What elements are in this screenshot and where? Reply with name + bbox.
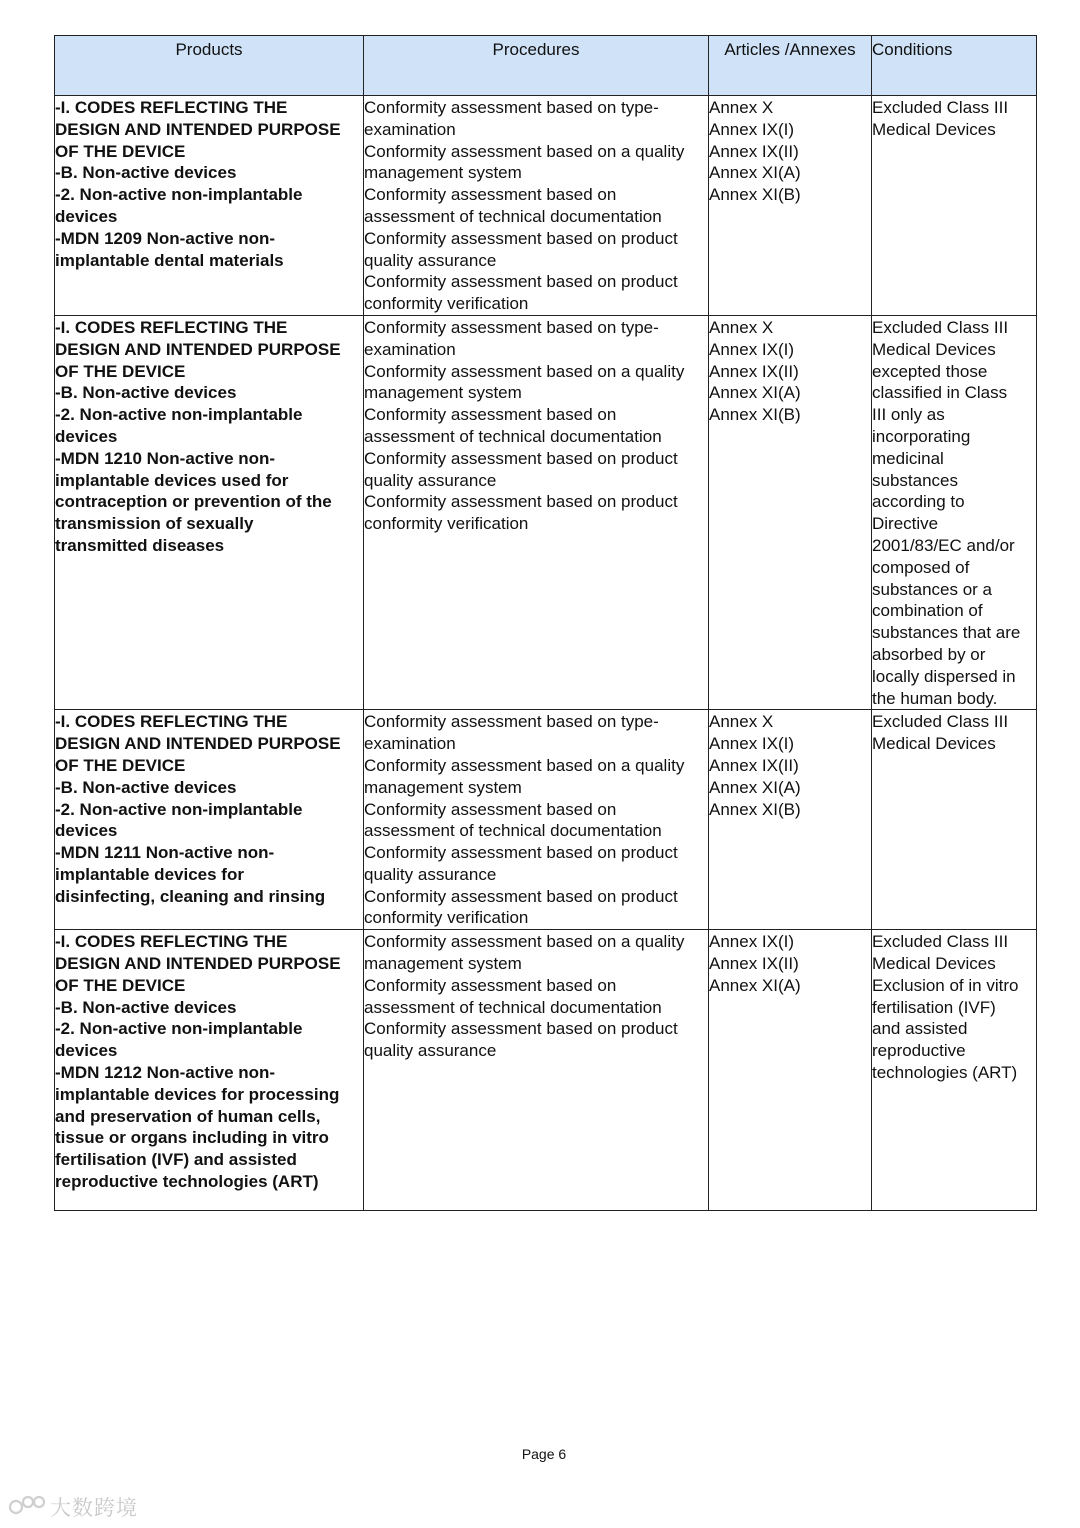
- conditions-line: Excluded Class III: [872, 712, 1009, 732]
- conditions-line: according to: [872, 492, 965, 512]
- procedures-line: Conformity assessment based on: [364, 185, 617, 205]
- procedures-cell: [364, 930, 709, 1211]
- conditions-line: locally dispersed in: [872, 666, 1016, 686]
- conditions-line: substances or a: [872, 579, 993, 599]
- procedures-line: quality assurance: [364, 470, 497, 490]
- procedures-line: Conformity assessment based on product: [364, 272, 678, 292]
- products-line: devices: [55, 821, 118, 841]
- articles-line: Annex IX(I): [709, 119, 795, 139]
- table-row: [55, 710, 1037, 930]
- products-cell: [55, 96, 364, 316]
- articles-line: Annex IX(I): [709, 734, 795, 754]
- procedures-line: Conformity assessment based on type-: [364, 712, 659, 732]
- conditions-line: absorbed by or: [872, 644, 986, 664]
- conditions-line: III only as: [872, 405, 945, 425]
- products-cell: [55, 930, 364, 1211]
- procedures-cell: [364, 96, 709, 316]
- products-line: -I. CODES REFLECTING THE: [55, 932, 288, 952]
- articles-line: Annex IX(II): [709, 954, 799, 974]
- articles-line: Annex X: [709, 712, 774, 732]
- conditions-line: composed of: [872, 557, 970, 577]
- procedures-line: assessment of technical documentation: [364, 821, 662, 841]
- procedures-line: Conformity assessment based on a quality: [364, 755, 685, 775]
- conditions-line: Medical Devices: [872, 734, 996, 754]
- conditions-cell: [872, 96, 1037, 316]
- articles-cell: [709, 96, 872, 316]
- conditions-line: and assisted: [872, 1019, 968, 1039]
- products-cell: [55, 710, 364, 930]
- conditions-line: Medical Devices: [872, 119, 996, 139]
- articles-line: Annex XI(A): [709, 163, 801, 183]
- procedures-line: conformity verification: [364, 514, 529, 534]
- products-line: -MDN 1210 Non-active non-: [55, 448, 276, 468]
- procedures-line: Conformity assessment based on type-: [364, 98, 659, 117]
- conditions-line: Excluded Class III: [872, 98, 1009, 117]
- procedures-line: Conformity assessment based on: [364, 975, 617, 995]
- products-line: -B. Non-active devices: [55, 383, 237, 403]
- articles-line: Annex X: [709, 317, 774, 337]
- procedures-line: conformity verification: [364, 294, 529, 314]
- articles-line: Annex XI(A): [709, 383, 801, 403]
- conditions-line: Medical Devices: [872, 339, 996, 359]
- procedures-line: examination: [364, 119, 456, 139]
- products-line: -2. Non-active non-implantable: [55, 799, 303, 819]
- products-line: OF THE DEVICE: [55, 755, 186, 775]
- page-number: Page 6: [521, 1446, 567, 1462]
- products-line: devices: [55, 426, 118, 446]
- procedures-line: Conformity assessment based on: [364, 799, 617, 819]
- procedures-line: Conformity assessment based on product: [364, 1019, 678, 1039]
- watermark-text: 大数跨境: [50, 1497, 138, 1520]
- articles-line: Annex XI(A): [709, 777, 801, 797]
- products-line: OF THE DEVICE: [55, 141, 186, 161]
- products-line: implantable devices for processing: [55, 1084, 340, 1104]
- procedures-line: Conformity assessment based on product: [364, 228, 678, 248]
- procedures-line: Conformity assessment based on product: [364, 886, 678, 906]
- table-row: [55, 315, 1037, 709]
- conditions-line: substances: [872, 470, 958, 490]
- procedures-line: quality assurance: [364, 250, 497, 270]
- watermark: [8, 1492, 138, 1525]
- procedures-line: management system: [364, 777, 522, 797]
- conditions-line: technologies (ART): [872, 1063, 1018, 1083]
- products-line: tissue or organs including in vitro: [55, 1128, 329, 1148]
- articles-line: Annex IX(II): [709, 755, 799, 775]
- table-row: [55, 96, 1037, 316]
- procedures-line: examination: [364, 339, 456, 359]
- products-line: and preservation of human cells,: [55, 1106, 321, 1126]
- conditions-line: incorporating: [872, 426, 971, 446]
- products-line: implantable devices used for: [55, 470, 289, 490]
- products-line: -I. CODES REFLECTING THE: [55, 712, 288, 732]
- products-line: -MDN 1209 Non-active non-: [55, 228, 276, 248]
- articles-line: Annex XI(B): [709, 185, 801, 205]
- procedures-line: conformity verification: [364, 908, 529, 928]
- products-line: DESIGN AND INTENDED PURPOSE: [55, 119, 341, 139]
- products-line: contraception or prevention of the: [55, 492, 332, 512]
- conditions-cell: [872, 930, 1037, 1211]
- conditions-line: Excluded Class III: [872, 317, 1009, 337]
- products-line: -2. Non-active non-implantable: [55, 185, 303, 205]
- articles-line: Annex IX(II): [709, 361, 799, 381]
- articles-cell: [709, 710, 872, 930]
- articles-cell: [709, 930, 872, 1211]
- procedures-line: Conformity assessment based on: [364, 405, 617, 425]
- products-line: fertilisation (IVF) and assisted: [55, 1150, 297, 1170]
- products-line: DESIGN AND INTENDED PURPOSE: [55, 339, 341, 359]
- header-procedures: Procedures: [364, 36, 709, 96]
- conditions-line: medicinal: [872, 448, 944, 468]
- conditions-line: substances that are: [872, 623, 1021, 643]
- products-line: devices: [55, 1041, 118, 1061]
- products-line: OF THE DEVICE: [55, 361, 186, 381]
- products-line: implantable dental materials: [55, 250, 284, 270]
- products-line: devices: [55, 206, 118, 226]
- procedures-line: assessment of technical documentation: [364, 206, 662, 226]
- conditions-line: combination of: [872, 601, 983, 621]
- procedures-cell: [364, 315, 709, 709]
- products-line: -B. Non-active devices: [55, 777, 237, 797]
- products-line: -MDN 1212 Non-active non-: [55, 1063, 276, 1083]
- conditions-line: 2001/83/EC and/or: [872, 535, 1015, 555]
- procedures-line: Conformity assessment based on a quality: [364, 141, 685, 161]
- products-line: transmitted diseases: [55, 535, 225, 555]
- articles-line: Annex IX(II): [709, 141, 799, 161]
- procedures-line: Conformity assessment based on a quality: [364, 932, 685, 952]
- procedures-line: Conformity assessment based on product: [364, 492, 678, 512]
- conditions-line: fertilisation (IVF): [872, 997, 996, 1017]
- conditions-cell: [872, 710, 1037, 930]
- conditions-line: excepted those: [872, 361, 988, 381]
- products-cell: [55, 315, 364, 709]
- brand-logo-icon: [8, 1493, 48, 1525]
- procedures-line: Conformity assessment based on type-: [364, 317, 659, 337]
- procedures-line: quality assurance: [364, 1041, 497, 1061]
- products-line: -2. Non-active non-implantable: [55, 1019, 303, 1039]
- products-line: -2. Non-active non-implantable: [55, 405, 303, 425]
- annex-table: [54, 35, 1037, 1211]
- conditions-line: Directive: [872, 514, 939, 534]
- procedures-line: Conformity assessment based on a quality: [364, 361, 685, 381]
- products-line: -B. Non-active devices: [55, 997, 237, 1017]
- table-body: [55, 96, 1037, 1211]
- products-line: -I. CODES REFLECTING THE: [55, 98, 288, 117]
- procedures-line: management system: [364, 163, 522, 183]
- products-line: -MDN 1211 Non-active non-: [55, 843, 275, 863]
- articles-line: Annex IX(I): [709, 932, 795, 952]
- products-line: -B. Non-active devices: [55, 163, 237, 183]
- products-line: implantable devices for: [55, 864, 244, 884]
- articles-line: Annex IX(I): [709, 339, 795, 359]
- procedures-cell: [364, 710, 709, 930]
- conditions-line: Excluded Class III: [872, 932, 1009, 952]
- procedures-line: assessment of technical documentation: [364, 997, 662, 1017]
- products-line: reproductive technologies (ART): [55, 1172, 319, 1192]
- procedures-line: Conformity assessment based on product: [364, 448, 678, 468]
- articles-cell: [709, 315, 872, 709]
- products-line: disinfecting, cleaning and rinsing: [55, 886, 326, 906]
- products-line: OF THE DEVICE: [55, 975, 186, 995]
- articles-line: Annex XI(A): [709, 975, 801, 995]
- header-products: Products: [55, 36, 364, 96]
- procedures-line: examination: [364, 734, 456, 754]
- procedures-line: assessment of technical documentation: [364, 426, 662, 446]
- table-header-row: [55, 36, 1037, 96]
- conditions-line: reproductive: [872, 1041, 966, 1061]
- products-line: DESIGN AND INTENDED PURPOSE: [55, 734, 341, 754]
- header-articles: Articles /Annexes: [709, 36, 872, 96]
- conditions-cell: [872, 315, 1037, 709]
- conditions-line: Medical Devices: [872, 954, 996, 974]
- procedures-line: Conformity assessment based on product: [364, 843, 678, 863]
- articles-line: Annex XI(B): [709, 799, 801, 819]
- procedures-line: quality assurance: [364, 864, 497, 884]
- articles-line: Annex X: [709, 98, 774, 117]
- products-line: transmission of sexually: [55, 514, 254, 534]
- header-conditions: Conditions: [872, 36, 1037, 96]
- table-row: [55, 930, 1037, 1211]
- procedures-line: management system: [364, 954, 522, 974]
- products-line: -I. CODES REFLECTING THE: [55, 317, 288, 337]
- conditions-line: the human body.: [872, 688, 998, 708]
- conditions-line: Exclusion of in vitro: [872, 975, 1019, 995]
- conditions-line: classified in Class: [872, 383, 1008, 403]
- products-line: DESIGN AND INTENDED PURPOSE: [55, 954, 341, 974]
- procedures-line: management system: [364, 383, 522, 403]
- articles-line: Annex XI(B): [709, 405, 801, 425]
